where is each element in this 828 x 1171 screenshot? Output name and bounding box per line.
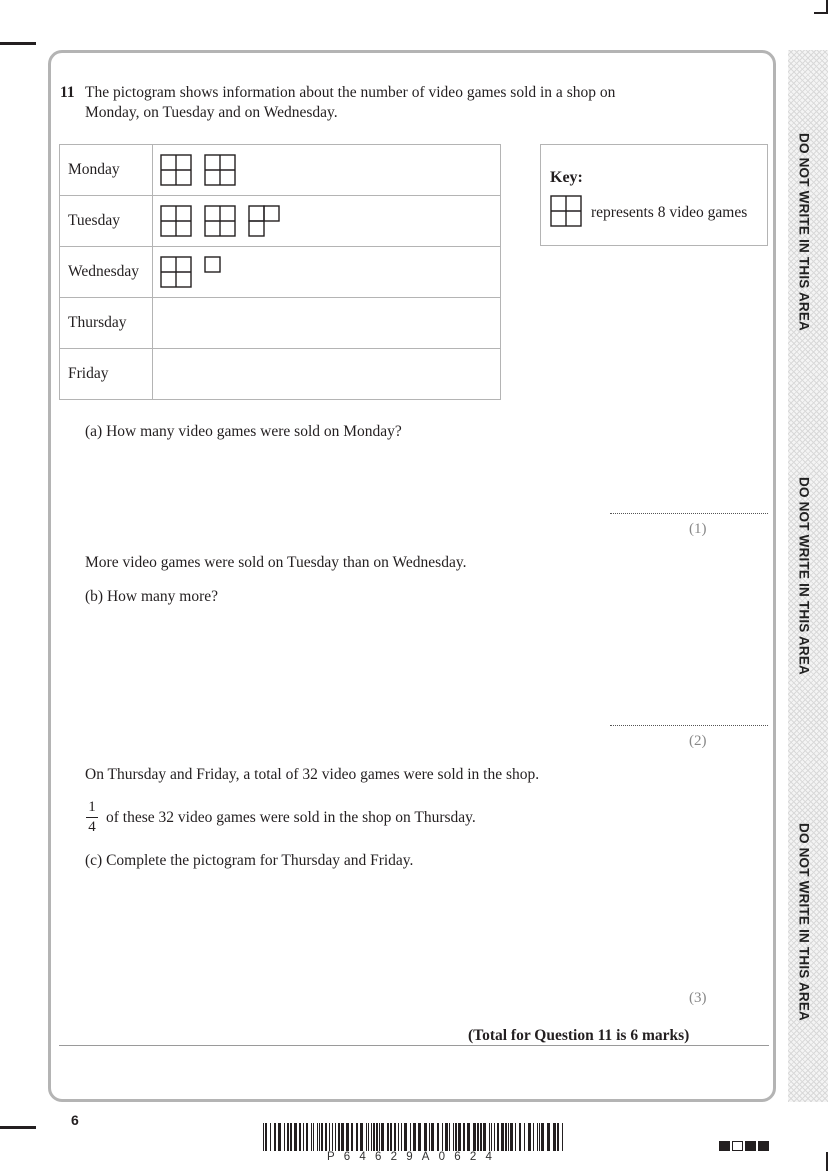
question-intro-line2: Monday, on Tuesday and on Wednesday. [85,104,338,121]
part-b-question: (b) How many more? [85,588,218,605]
pictogram-day-label: Wednesday [60,247,153,298]
barcode-bar [381,1123,384,1151]
barcode-bar [437,1123,439,1151]
barcode-bar [368,1123,369,1151]
barcode-bar [541,1123,544,1151]
pictogram-symbol-cell [153,145,501,196]
barcode-bar [491,1123,492,1151]
pictogram-symbol-icon [160,256,192,288]
barcode-bar [274,1123,276,1151]
page-number: 6 [71,1112,79,1128]
pictogram-symbols [153,196,500,246]
answer-line-a[interactable] [610,513,768,514]
key-title: Key: [550,169,583,186]
barcode-bar [473,1123,476,1151]
barcode-bar [270,1123,271,1151]
barcode-bar [356,1123,358,1151]
question-total: (Total for Question 11 is 6 marks) [468,1027,690,1044]
pictogram-day-label: Thursday [60,298,153,349]
barcode-bar [442,1123,443,1151]
fraction-denominator: 4 [88,819,96,835]
barcode-bar [553,1123,556,1151]
pictogram-row-friday [60,349,501,400]
barcode-bar [329,1123,330,1151]
pictogram-symbol-icon [204,205,236,237]
barcode-bar [371,1123,372,1151]
barcode-bar [360,1123,363,1151]
marker-box-filled [719,1141,730,1151]
barcode-bar [346,1123,349,1151]
barcode-bar [387,1123,389,1151]
pictogram-row-tuesday [60,196,501,247]
barcode-bar [332,1123,333,1151]
pictogram-symbols [153,247,500,297]
barcode-bar [335,1123,336,1151]
marker-box-empty [732,1141,743,1151]
barcode-bar [290,1123,292,1151]
barcode-bar [390,1123,392,1151]
barcode-text: P64629A0624 [326,1151,502,1163]
question-intro-line1: The pictogram shows information about the number of video games sold in a shop on [85,84,616,101]
barcode-bar [404,1123,407,1151]
barcode-bar [508,1123,509,1151]
margin-warning-bottom: DO NOT WRITE IN THIS AREA [796,823,812,1021]
barcode-bar [480,1123,482,1151]
barcode-bar [510,1123,513,1151]
barcode-bar [449,1123,450,1151]
pictogram-table [59,144,501,400]
barcode-bar [483,1123,486,1151]
barcode-bar [431,1123,434,1151]
barcode-bar [494,1123,495,1151]
total-rule [59,1045,769,1046]
registration-mark-bottom [0,1126,36,1129]
pictogram-symbols [153,349,500,399]
barcode-bar [463,1123,465,1151]
pictogram-day-label: Monday [60,145,153,196]
pictogram-symbol-icon [160,205,192,237]
pictogram-symbol-icon [248,205,280,237]
part-a-marks: (1) [689,521,707,537]
barcode-bar [317,1123,318,1151]
pictogram-symbol-icon [204,154,236,186]
pictogram-symbols [153,145,500,195]
key-symbol-icon [550,195,582,227]
pictogram-symbol-cell[interactable] [153,349,501,400]
barcode-bar [284,1123,285,1151]
barcode-bar [418,1123,421,1151]
barcode-bar [303,1123,304,1151]
barcode-bar [501,1123,504,1151]
marker-box-filled [758,1141,769,1151]
barcode-bar [467,1123,470,1151]
barcode-bar [537,1123,538,1151]
question-number: 11 [60,84,75,101]
barcode-bar [528,1123,531,1151]
part-b-marks: (2) [689,733,707,749]
marker-box-filled [745,1141,756,1151]
pictogram-row-monday [60,145,501,196]
barcode-bar [533,1123,534,1151]
barcode-bar [379,1123,380,1151]
page-marker-boxes [719,1141,769,1151]
margin-warning-middle: DO NOT WRITE IN THIS AREA [796,477,812,675]
part-c-fraction-text: of these 32 video games were sold in the shop on Thursday. [106,809,476,826]
pictogram-symbol-cell[interactable] [153,298,501,349]
barcode-bar [429,1123,430,1151]
pictogram-symbol-cell [153,247,501,298]
barcode-bar [398,1123,399,1151]
barcode-bar [515,1123,516,1151]
barcode-bar [519,1123,521,1151]
pictogram-symbol-icon [204,256,236,288]
barcode-bar [319,1123,320,1151]
barcode-bar [287,1123,289,1151]
barcode-bar [424,1123,427,1151]
barcode-bar [477,1123,479,1151]
barcode-bar [325,1123,327,1151]
pictogram-symbol-icon [160,154,192,186]
corner-mark-top-right [814,0,828,14]
part-c-marks: (3) [689,990,707,1006]
barcode-bar [539,1123,540,1151]
pictogram-row-thursday [60,298,501,349]
corner-mark-bottom-right [814,1152,828,1171]
pictogram-day-label: Tuesday [60,196,153,247]
barcode-bar [505,1123,507,1151]
barcode-bar [278,1123,281,1151]
fraction-numerator: 1 [88,799,96,815]
barcode-bar [394,1123,396,1151]
barcode-bar [263,1123,264,1151]
part-c-question: (c) Complete the pictogram for Thursday and Friday. [85,852,414,869]
barcode-bar [562,1123,563,1151]
answer-line-b[interactable] [610,725,768,726]
key-box [540,144,768,246]
barcode-bar [321,1123,323,1151]
barcode-bar [341,1123,344,1151]
barcode-bar [497,1123,499,1151]
pictogram-symbols [153,298,500,348]
barcode-bar [489,1123,490,1151]
key-text: represents 8 video games [591,204,748,221]
part-b-lead: More video games were sold on Tuesday than on Wednesday. [85,554,467,571]
barcode-bar [294,1123,297,1151]
barcode-bar [265,1123,267,1151]
registration-mark-top [0,42,36,45]
barcode-bar [547,1123,550,1151]
barcode-bar [524,1123,525,1151]
barcode [263,1123,565,1151]
barcode-bar [311,1123,312,1151]
barcode-bar [351,1123,353,1151]
fraction [84,798,100,836]
part-a-question: (a) How many video games were sold on Monday? [85,423,402,440]
barcode-bar [410,1123,411,1151]
margin-warning-top: DO NOT WRITE IN THIS AREA [796,133,812,331]
part-c-lead: On Thursday and Friday, a total of 32 video games were sold in the shop. [85,766,540,783]
pictogram-row-wednesday [60,247,501,298]
barcode-bar [445,1123,448,1151]
barcode-bar [376,1123,378,1151]
pictogram-symbol-cell [153,196,501,247]
barcode-bar [306,1123,308,1151]
barcode-bar [557,1123,559,1151]
barcode-bar [401,1123,402,1151]
pictogram-day-label: Friday [60,349,153,400]
barcode-bar [373,1123,375,1151]
barcode-bar [458,1123,461,1151]
barcode-bar [455,1123,457,1151]
barcode-bar [453,1123,454,1151]
barcode-bar [366,1123,367,1151]
barcode-bar [313,1123,314,1151]
barcode-bar [413,1123,416,1151]
barcode-bar [338,1123,340,1151]
barcode-bar [299,1123,301,1151]
